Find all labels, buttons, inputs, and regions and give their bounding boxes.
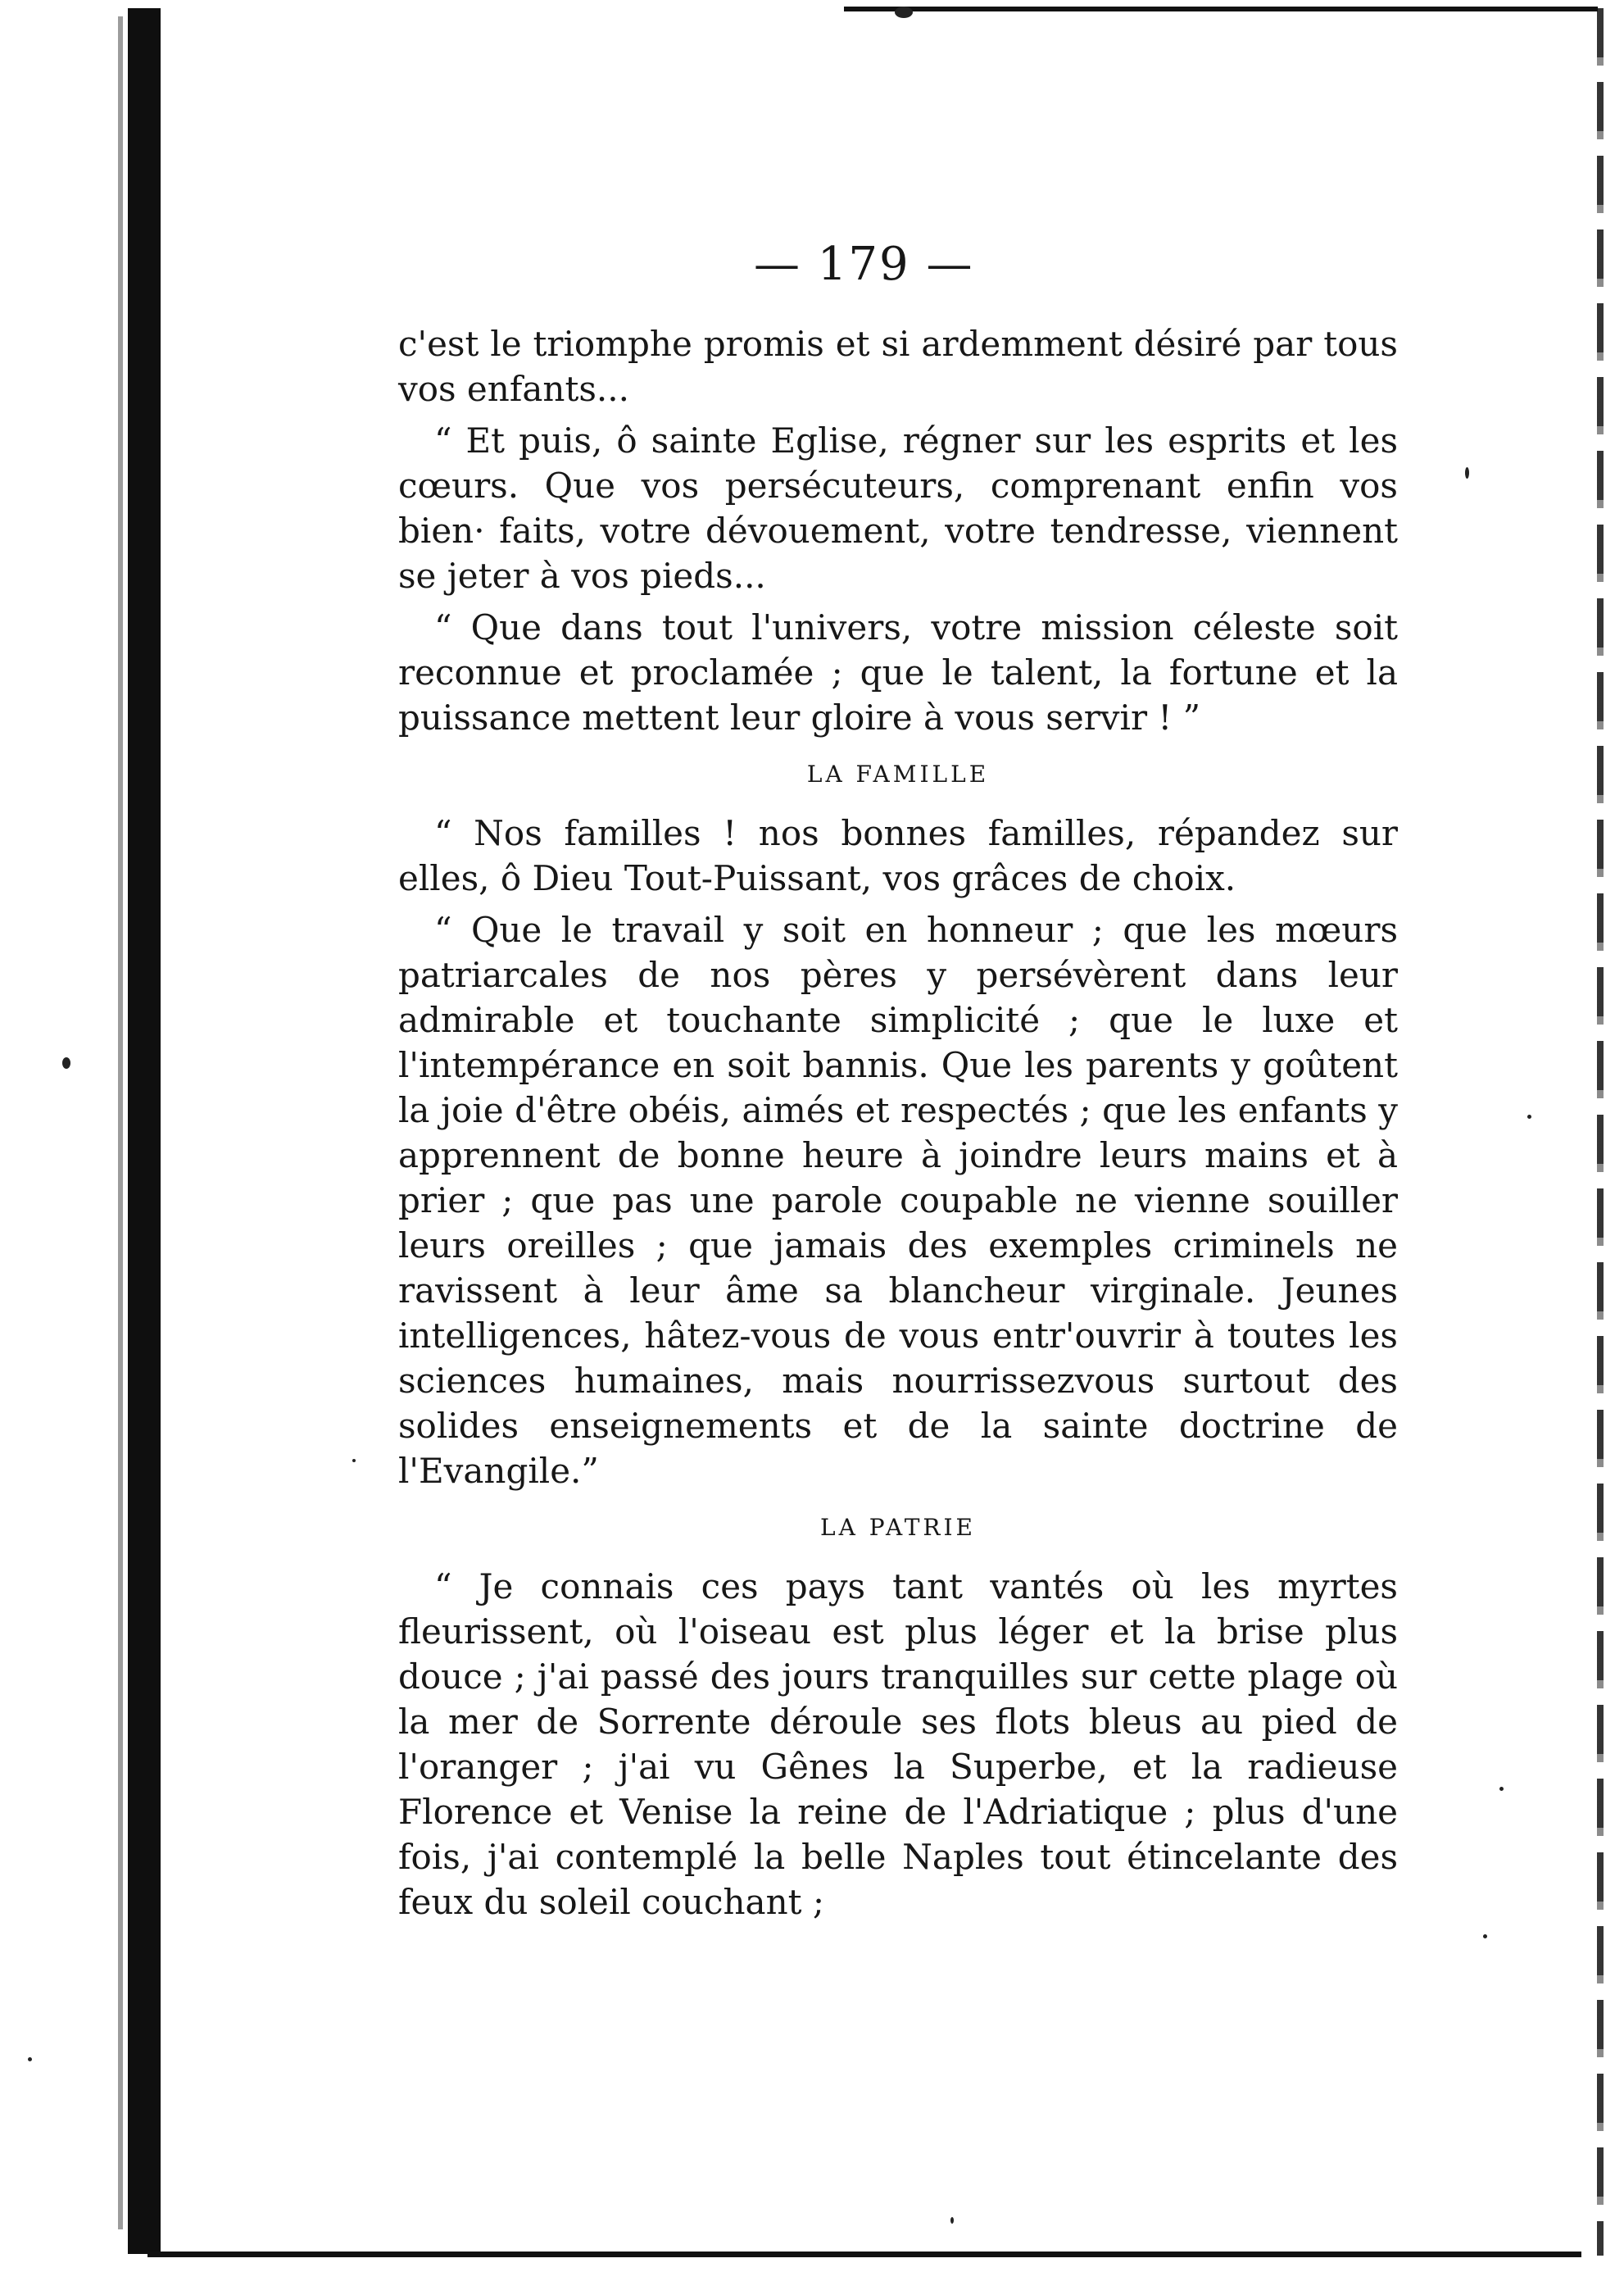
section-heading-famille: LA FAMILLE xyxy=(806,761,990,788)
paragraph: “ Je connais ces pays tant vantés où les myrtes fleurissent, où l'oiseau est plus léger et la brise plus douce ; j'ai passé des jours tranquilles sur cette plage où la mer de Sorrente déroule ses flots bleus au pied de l'oranger ; j'ai vu Gênes la Superbe, et la radieuse Florence et Venise la reine de l'Adriatique ; plus d'une fois, j'ai contemplé la belle Naples tout étincelante des feux du soleil couchant ; xyxy=(398,1566,1398,1922)
scan-speck xyxy=(62,1057,70,1069)
paragraph: “ Nos familles ! nos bonnes familles, répandez sur elles, ô Dieu Tout-Puissant, vos grâces de choix. xyxy=(398,813,1398,898)
scan-speck xyxy=(895,7,913,18)
section-heading-patrie: LA PATRIE xyxy=(820,1514,976,1541)
scan-speck xyxy=(28,2057,32,2061)
paragraph: “ Que dans tout l'univers, votre mission céleste soit reconnue et proclamée ; que le talent, la fortune et la puissance mettent leur gloire à vous servir ! ” xyxy=(398,607,1398,738)
scan-speck xyxy=(950,2217,954,2224)
paragraph: c'est le triomphe promis et si ardemment désiré par tous vos enfants... xyxy=(398,324,1398,409)
paragraph: “ Que le travail y soit en honneur ; que les mœurs patriarcales de nos pères y persévèrent dans leur admirable et touchante simplicité ; que le luxe et l'intempérance en soit bannis. Que les parents y goûtent la joie d'être obéis, aimés et respectés ; que les enfants y apprennent de bonne heure à joindre leurs mains et à prier ; que pas une parole coupable ne vienne souiller leurs oreilles ; que jamais des exemples criminels ne ravissent à leur âme sa blancheur virginale. Jeunes intelligences, hâtez-vous de vous entr'ouvrir à toutes les sciences humaines, mais nourrissezvous surtout des solides enseignements et de la sainte doctrine de l'Evangile.” xyxy=(398,910,1398,1491)
page-number: — 179 — xyxy=(754,238,974,291)
scan-speck xyxy=(1483,1934,1487,1938)
page-binding-shadow xyxy=(128,8,161,2254)
paragraph: “ Et puis, ô sainte Eglise, régner sur les esprits et les cœurs. Que vos persécuteurs, comprenant enfin vos bien· faits, votre dévouement, votre tendresse, viennent se jeter à vos pieds... xyxy=(398,420,1398,596)
scan-speck xyxy=(1527,1115,1531,1119)
page-bottom-edge xyxy=(147,2252,1581,2257)
page-binding-edge xyxy=(118,16,123,2229)
scan-speck xyxy=(1499,1787,1504,1791)
page-top-edge xyxy=(844,7,1598,11)
page-text xyxy=(398,321,1398,1931)
scan-speck xyxy=(1465,467,1469,479)
page-right-edge xyxy=(1597,8,1604,2256)
scan-speck xyxy=(352,1459,356,1462)
